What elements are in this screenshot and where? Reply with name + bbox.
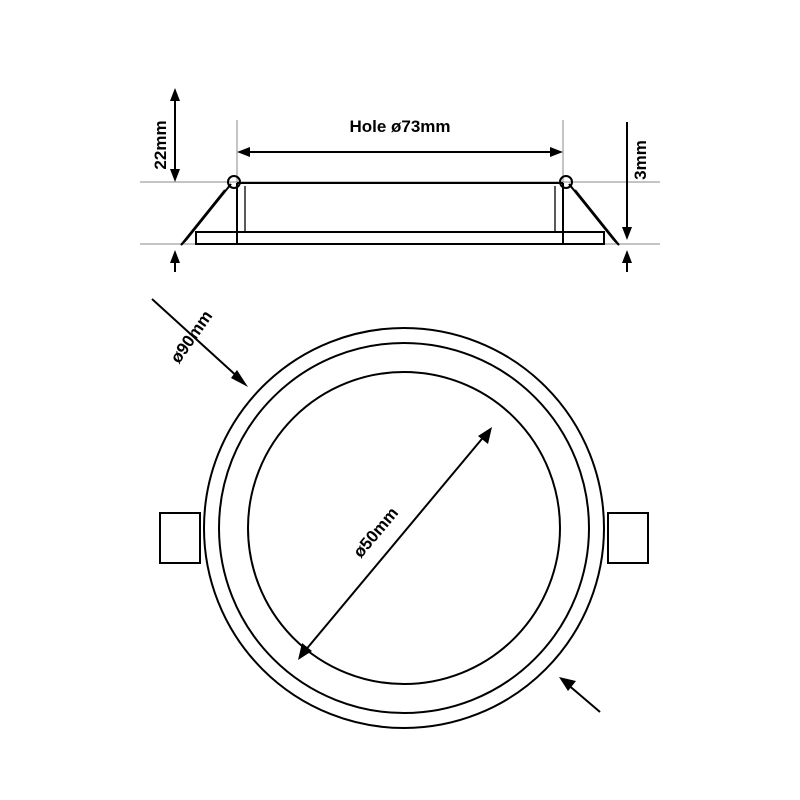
spring-clip-left [181, 176, 240, 245]
outer-circle [204, 328, 604, 728]
inner-diameter-label: ø50mm [349, 503, 403, 562]
hole-diameter-label: Hole ø73mm [349, 117, 451, 136]
mounting-tab-left [160, 513, 200, 563]
depth-label: 22mm [151, 120, 170, 170]
thickness-label: 3mm [631, 140, 650, 180]
outer-circle-inner-edge [219, 343, 589, 713]
spring-clip-right [560, 176, 619, 245]
side-section-view [140, 88, 660, 272]
outer-diameter-label: ø90mm [166, 307, 217, 367]
trim-edge-pointer [559, 677, 600, 712]
mounting-tab-right [608, 513, 648, 563]
top-plan-view [152, 299, 648, 728]
inner-circle [248, 372, 560, 684]
inner-diameter-dimension [298, 427, 492, 660]
fixture-section-profile [196, 183, 604, 244]
hole-diameter-dimension [237, 147, 563, 157]
